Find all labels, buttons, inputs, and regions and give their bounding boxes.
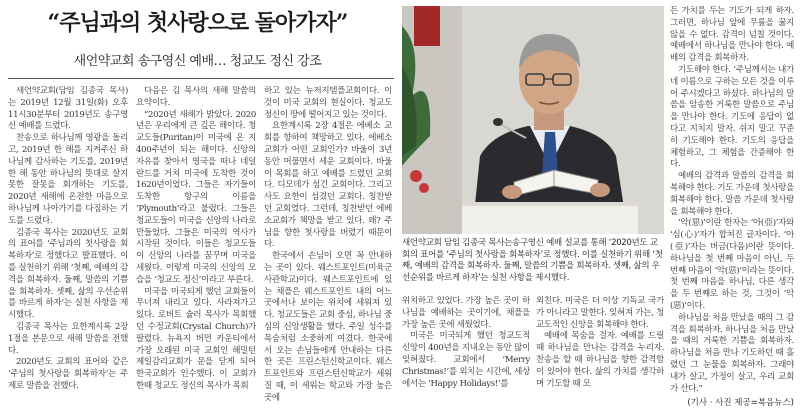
article-column-4	[402, 296, 530, 408]
article-column-2	[136, 86, 256, 408]
paragraph: 새언약교회(담임 김종국 목사)는 2019년 12월 31일(화) 오후 11시30분부터 2019년도 송구영신 예배를 드렸다.	[8, 86, 128, 132]
paragraph: 든 가치를 두는 기도가 되게 하자. 그러면, 하나님 앞에 무릎을 꿇지 않을 수 없다. 감격이 넘칠 것이다. 예배에서 하나님을 만나야 한다. 예배의 감격을 회복하자.	[670, 6, 794, 64]
article-column-5	[536, 296, 664, 408]
paragraph: 2020년도 교회의 표어와 같은 ‘주님의 첫사랑을 회복하자’는 주제로 말씀을 전했다.	[8, 357, 128, 391]
paragraph: 위치하고 있었다. 가장 높은 곳이 하나님을 예배하는 곳이기에, 채플을 가장 높은 곳에 세웠었다.	[402, 296, 530, 330]
article-column-1	[8, 86, 128, 408]
subheadline: 새언약교회 송구영신 예배… 청교도 정신 강조	[73, 54, 322, 69]
paragraph: 미국은 미국되게 했던 청교도적 신앙이 400년을 지내오는 동안 많이 잊혀졌다. 교회에서 ‘Merry Christmas!’를 외치는 시간에, 세상에서는 ‘Happy Holidays!’를	[402, 331, 530, 389]
paragraph: 한국에서 손님이 오면 꼭 안내하는 곳이 있다. 웨스트포인트(미육군사관학교)이다. 웨스트포인트에 있는 채플은 웨스트포인트 내의 어느 곳에서나 보이는 위치에 세워져 있다. 청교도들은 교회 중심, 하나님 중심의 신앙생활을 했다. 주일 성수를 목숨처럼 소중하게 여겼다. 한국에서 오는 손님들에게 안내하는 다른 한 곳은 프린스턴신학교이다. 웨스트포인트와 프린스턴신학교가 세워질 때, 이 세워는 학교와 가장 높은 곳에	[264, 251, 392, 403]
paragraph: 예배의 감격과 말씀의 감격을 회복해야 한다. 기도 가운데 첫사랑을 회복해야 한다. 말씀 가운데 첫사랑을 회복해야 한다.	[670, 171, 794, 217]
paragraph: 요한계시록 2장 4절은 에베소 교회를 향하여 책망하고 있다. 에베소교회가 어떤 교회인가? 바울이 3년 동안 머물면서 세운 교회이다. 바울이 목회를 하고 예배를 드렸던 교회다. 디모데가 섬긴 교회이다. 그리고 사도 요한이 섬겼던 교회다. 칭찬받던 교회였다. 그런데, 칭찬받던 에베소교회가 책망을 받고 있다. 왜? 주님을 향한 첫사랑을 버렸기 때문이다.	[264, 121, 392, 250]
paragraph: 외친다. 미국은 더 이상 기독교 국가가 아니라고 말한다. 잊혀져 가는, 청교도적인 신앙을 회복해야 한다.	[536, 296, 664, 330]
paragraph: 찬송으로 하나님께 영광을 돌리고, 2019년 한 해를 지켜주신 하나님께 감사하는 기도를, 2019년 한 해 동안 하나님의 뜻대로 살지 못한 잘못을 회개하는 기도를, 2020년 새해에 온전한 마음으로 하나님께 나아가기를 다짐하는 기도를 드렸다.	[8, 133, 128, 226]
paragraph: 미국을 미국되게 했던 교회들이 무너져 내리고 있다. 사라져가고 있다. 로버트 슐러 목사가 목회했던 수정교회(Crystal Church)가 팔렸다. 뉴욕지 버먼 카운티에서 가장 오래된 미국 교회인 해밀턴제일감리교회가 문을 닫게 되어 한국교회가 인수했다. 이 교회가 한때 청교도 정신의 목사가 목회	[136, 286, 256, 391]
divider	[8, 78, 394, 79]
speaker-at-podium-icon	[402, 6, 664, 234]
article-column-3	[264, 86, 392, 408]
paragraph: 하고 있는 뉴저지템플교회이다. 이것이 미국 교회의 현실이다. 청교도 정신이 땅에 떨어지고 있는 것이다.	[264, 86, 392, 120]
photo-caption: 새언약교회 담임 김종국 목사는송구영신 예배 설교를 통해 ‘2020년도 교회의 표어를 ‘주님의 첫사랑을 회복하자’로 정했다. 이를 실천하기 위해 ‘첫째, 예배의 감격을 회복하자. 둘째, 말씀의 기쁨을 회복하자. 셋째, 삶의 우선순위를 바르게 하자’는 실천 사항을 제시했다.	[402, 238, 663, 283]
paragraph: “2020년 새해가 밝았다. 2020년은 우리에게 큰 깊은 해이다. 청교도들(Puritan)이 미국에 온 지 400주년이 되는 해이다. 신앙의 자유를 찾아서 영국을 떠나 네덜란드를 거쳐 미국에 도착한 것이 1620년이었다. 그들은 자기들이 도착한 항구의 이름을 ‘Plymouth’라고 불렀다. 그들은 청교도들이 미국을 신앙의 나라로 만들었다. 그들은 미국의 역사가 시작된 것이다. 이들은 청교도들이 신앙의 나라를 꿈꾸며 미국을 세웠다. 이렇게 미국의 신앙의 모습을 ‘청교도 정신’이라고 부른다.	[136, 109, 256, 285]
paragraph: 다음은 김 목사의 새해 말씀의 요약이다.	[136, 86, 256, 108]
article-column-6	[670, 6, 794, 392]
paragraph: 김종국 목사는 요한계시록 2장 1절을 본문으로 새해 말씀을 전했다.	[8, 321, 128, 356]
article-photo	[402, 6, 664, 234]
photo-credit: (기사 · 사진 제공=복음뉴스)	[687, 398, 794, 408]
paragraph: 하나님을 처음 만났을 때의 그 감격을 회복하자. 하나님을 처음 만났을 때의 거룩한 기쁨을 회복하자. 하나님을 처음 만나 기도하던 때 흘렸던 그 눈물을 회복하자. 그래야 내가 살고, 가정이 살고, 우리 교회가 산다.”	[670, 312, 794, 392]
paragraph: 기도해야 한다. ‘주님께서는 내가 네 이름으로 구하는 모든 것을 이루어 주시겠다고 하셨다. 하나님의 말씀을 암송한 거룩한 말씀으로 주님을 만나야 한다. 기도에 응답이 없다고 지치지 말자. 쉬지 말고 꾸준히 기도해야 한다. 기도의 응답을 체험하고, 그 체험을 간증해야 한다.	[670, 64, 794, 170]
headline: “주님과의 첫사랑으로 돌아가자”	[47, 10, 348, 36]
paragraph: 예배에 목숨을 걸자. 예배를 드릴 때 하나님을 만나는 감격을 누리자. 찬송을 할 때 하나님을 향한 감격함이 있어야 한다. 삶의 가치를 생각하며 기도할 때 모	[536, 331, 664, 389]
paragraph: ‘악(惡)’이란 한자는 ‘아(亞)’자와 ‘심(心)’자가 합쳐진 글자이다. ‘아(亞)’자는 버금(다음)이란 뜻이다. 하나님을 첫 번째 마음이 아닌, 두 번째 마음이 ‘악(惡)’이라는 뜻이다. 첫 번째 마음을 하나님, 다른 생각을 두 번째로 하는 것, 그것이 ‘악(惡)’이다.	[670, 218, 794, 311]
paragraph: 김종국 목사는 2020년도 교회의 표어를 ‘주님과의 첫사랑을 회복하자’로 정했다고 발표했다. 이를 실천하기 위해 ‘첫째, 예배의 감격을 회복하자. 둘째, 말씀의 기쁨을 회복하자. 셋째, 삶의 우선순위를 바르게 하자’는 실천 사항을 제시했다.	[8, 227, 128, 321]
